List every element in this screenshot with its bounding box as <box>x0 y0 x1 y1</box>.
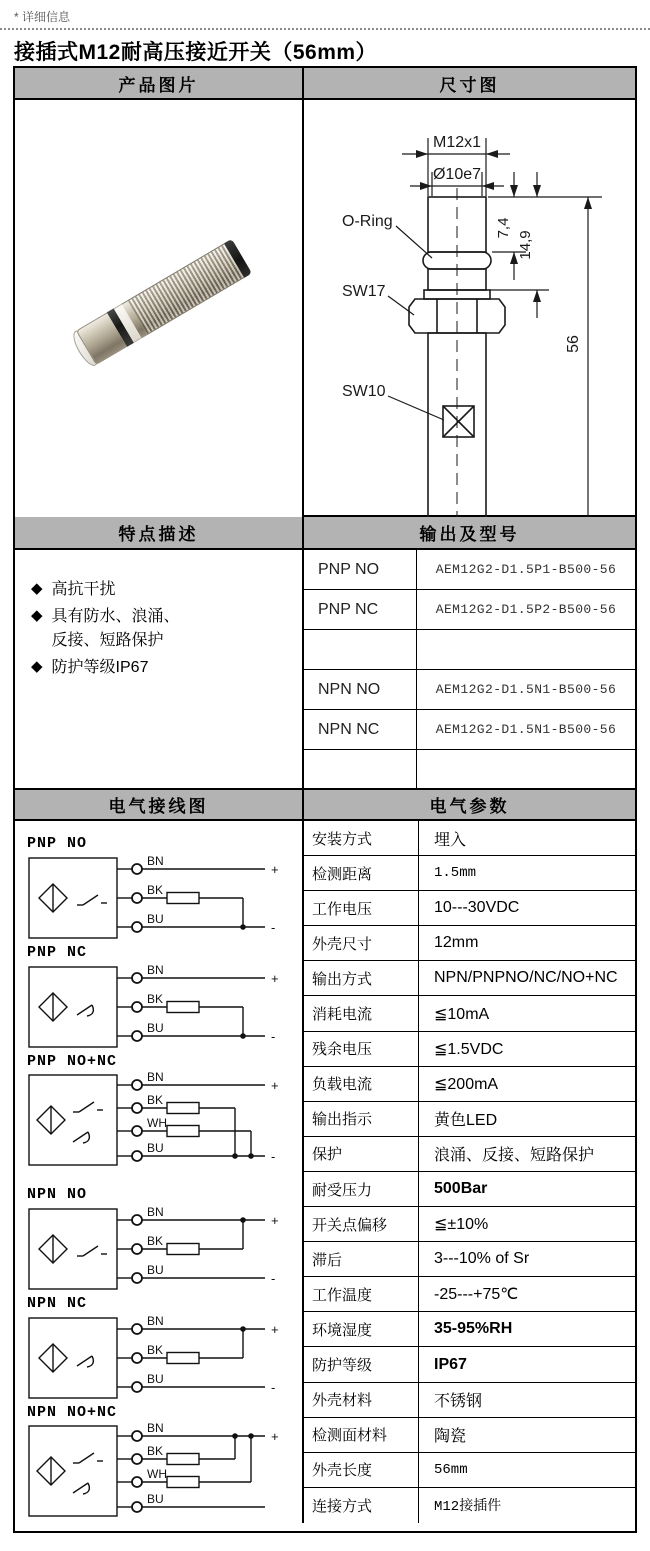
output-type-cell: PNP NC <box>304 590 417 630</box>
svg-text:BK: BK <box>147 1234 164 1248</box>
wiring-diagram-title: PNP NO+NC <box>27 1053 118 1070</box>
header-output-model: 输出及型号 <box>419 525 520 544</box>
param-label: 检测面材料 <box>304 1418 419 1453</box>
header-row-3 <box>15 788 635 819</box>
param-label: 外壳长度 <box>304 1453 419 1488</box>
param-value: ≦200mA <box>419 1067 635 1102</box>
feature-list <box>15 550 304 790</box>
param-value: ≦1.5VDC <box>419 1032 635 1067</box>
svg-text:BU: BU <box>147 912 164 926</box>
svg-text:BN: BN <box>147 1314 164 1328</box>
svg-text:WH: WH <box>147 1467 167 1481</box>
diamond-bullet-icon: ◆ <box>31 658 43 675</box>
param-label: 外壳材料 <box>304 1383 419 1418</box>
param-label: 残余电压 <box>304 1032 419 1067</box>
wiring-diagrams <box>15 821 304 1523</box>
feature-item <box>31 605 294 653</box>
param-label: 开关点偏移 <box>304 1207 419 1242</box>
param-label: 输出方式 <box>304 961 419 996</box>
wiring-diagram <box>25 1404 302 1519</box>
dimension-svg <box>304 100 637 517</box>
param-value: 3---10% of Sr <box>419 1242 635 1277</box>
param-value: 12mm <box>419 926 635 961</box>
feature-text: 高抗干扰 <box>51 581 116 598</box>
dotted-divider <box>0 28 650 30</box>
output-type-cell: PNP NO <box>304 550 417 590</box>
svg-text:+: + <box>271 1078 279 1093</box>
param-label: 连接方式 <box>304 1488 419 1523</box>
header-dimension-drawing: 尺寸图 <box>439 75 500 95</box>
svg-text:BU: BU <box>147 1141 164 1155</box>
dimension-drawing <box>304 100 637 517</box>
output-model-cell <box>417 630 635 670</box>
output-model-cell <box>417 750 635 790</box>
header-product-image: 产品图片 <box>15 68 304 98</box>
wiring-svg-pnp-no <box>25 854 297 942</box>
wiring-svg-npn-no <box>25 1205 297 1293</box>
param-label: 防护等级 <box>304 1347 419 1382</box>
svg-text:BK: BK <box>147 1444 164 1458</box>
svg-text:BK: BK <box>147 992 164 1006</box>
svg-text:BU: BU <box>147 1263 164 1277</box>
param-label: 保护 <box>304 1137 419 1172</box>
image-row <box>15 98 635 515</box>
param-value: 陶瓷 <box>419 1418 635 1453</box>
svg-text:WH: WH <box>147 1116 167 1130</box>
header-row-1 <box>15 68 635 98</box>
output-model-cell: AEM12G2-D1.5P2-B500-56 <box>417 590 635 630</box>
svg-text:+: + <box>271 1213 279 1228</box>
param-label: 输出指示 <box>304 1102 419 1137</box>
param-value: 浪涌、反接、短路保护 <box>419 1137 635 1172</box>
param-label: 检测距离 <box>304 856 419 891</box>
param-value: 埋入 <box>419 821 635 856</box>
param-label: 消耗电流 <box>304 996 419 1031</box>
output-type-cell: NPN NC <box>304 710 417 750</box>
product-photo <box>15 100 304 517</box>
dim-label-thread: M12x1 <box>432 134 482 151</box>
sensor-product-image <box>69 239 252 369</box>
wiring-svg-npn-nc <box>25 1314 297 1402</box>
dim-label-tip-diameter: Ø10e7 <box>432 166 482 183</box>
wiring-diagram <box>25 1053 302 1168</box>
param-value: NPN/PNPNO/NC/NO+NC <box>419 961 635 996</box>
page-title: 接插式M12耐高压接近开关（56mm） <box>14 41 378 64</box>
dim-7-4: 7,4 <box>495 217 512 239</box>
dim-label-oring: O-Ring <box>342 213 393 230</box>
svg-text:BU: BU <box>147 1492 164 1506</box>
feature-item <box>31 656 294 680</box>
output-model-cell: AEM12G2-D1.5N1-B500-56 <box>417 710 635 750</box>
param-value: ≦10mA <box>419 996 635 1031</box>
svg-text:+: + <box>271 971 279 986</box>
param-label: 负载电流 <box>304 1067 419 1102</box>
param-value: ≦±10% <box>419 1207 635 1242</box>
wiring-diagram <box>25 835 302 942</box>
output-model-cell: AEM12G2-D1.5P1-B500-56 <box>417 550 635 590</box>
param-value: 56mm <box>419 1453 635 1488</box>
diamond-bullet-icon: ◆ <box>31 607 43 624</box>
param-value: 35-95%RH <box>419 1312 635 1347</box>
svg-text:BN: BN <box>147 854 164 868</box>
header-features: 特点描述 <box>15 517 304 548</box>
spec-table <box>13 66 637 1533</box>
header-row-2 <box>15 515 635 548</box>
svg-text:-: - <box>271 1149 276 1164</box>
dim-56: 56 <box>565 335 582 353</box>
feature-item <box>31 578 294 602</box>
feature-text: 具有防水、浪涌、反接、短路保护 <box>51 608 180 649</box>
param-label: 外壳尺寸 <box>304 926 419 961</box>
sensor-threaded-body <box>127 243 244 334</box>
svg-text:BU: BU <box>147 1021 164 1035</box>
param-value: 10---30VDC <box>419 891 635 926</box>
wiring-diagram <box>25 1295 302 1402</box>
output-type-cell <box>304 750 417 790</box>
svg-text:-: - <box>271 1380 276 1395</box>
param-label: 耐受压力 <box>304 1172 419 1207</box>
features-row <box>15 548 635 788</box>
param-value: M12接插件 <box>434 1499 502 1516</box>
param-value: 不锈钢 <box>419 1383 635 1418</box>
params-table <box>304 821 635 1523</box>
svg-text:+: + <box>271 862 279 877</box>
wiring-diagram-title: NPN NC <box>27 1295 88 1312</box>
svg-text:BN: BN <box>147 1205 164 1219</box>
wiring-diagram <box>25 944 302 1051</box>
wiring-diagram-title: NPN NO <box>27 1186 88 1203</box>
details-note: * 详细信息 <box>14 10 71 24</box>
svg-text:-: - <box>271 920 276 935</box>
output-model-cell: AEM12G2-D1.5N1-B500-56 <box>417 670 635 710</box>
param-label: 工作电压 <box>304 891 419 926</box>
wiring-svg-npn-no-nc <box>25 1423 297 1519</box>
dim-14-9: 14,9 <box>517 230 534 260</box>
output-type-cell: NPN NO <box>304 670 417 710</box>
param-label: 环境湿度 <box>304 1312 419 1347</box>
wiring-svg-pnp-no-nc <box>25 1072 297 1168</box>
svg-text:BK: BK <box>147 883 164 897</box>
param-value: IP67 <box>419 1347 635 1382</box>
header-wiring: 电气接线图 <box>15 790 304 819</box>
svg-text:+: + <box>271 1322 279 1337</box>
wiring-svg-pnp-nc <box>25 963 297 1051</box>
feature-text: 防护等级IP67 <box>51 659 149 676</box>
param-label: 工作温度 <box>304 1277 419 1312</box>
svg-text:BK: BK <box>147 1343 164 1357</box>
svg-text:BN: BN <box>147 1423 164 1435</box>
param-value: -25---+75℃ <box>419 1277 635 1312</box>
svg-text:BU: BU <box>147 1372 164 1386</box>
svg-text:BN: BN <box>147 1072 164 1084</box>
wiring-diagram <box>25 1186 302 1293</box>
dim-label-sw10: SW10 <box>342 383 386 400</box>
svg-text:-: - <box>271 1271 276 1286</box>
output-model-table <box>304 550 635 790</box>
dim-label-sw17: SW17 <box>342 283 386 300</box>
wiring-row <box>15 819 635 1521</box>
diamond-bullet-icon: ◆ <box>31 580 43 597</box>
header-params: 电气参数 <box>429 797 510 816</box>
param-label: 安装方式 <box>304 821 419 856</box>
svg-text:-: - <box>271 1029 276 1044</box>
wiring-diagram-title: NPN NO+NC <box>27 1404 118 1421</box>
svg-text:+: + <box>271 1429 279 1444</box>
wiring-diagram-title: PNP NC <box>27 944 88 961</box>
wiring-diagram-title: PNP NO <box>27 835 88 852</box>
param-value: 500Bar <box>419 1172 635 1207</box>
param-value: 1.5mm <box>419 856 635 891</box>
svg-text:BK: BK <box>147 1093 164 1107</box>
param-label: 滞后 <box>304 1242 419 1277</box>
param-value: 黄色LED <box>419 1102 635 1137</box>
svg-text:BN: BN <box>147 963 164 977</box>
output-type-cell <box>304 630 417 670</box>
